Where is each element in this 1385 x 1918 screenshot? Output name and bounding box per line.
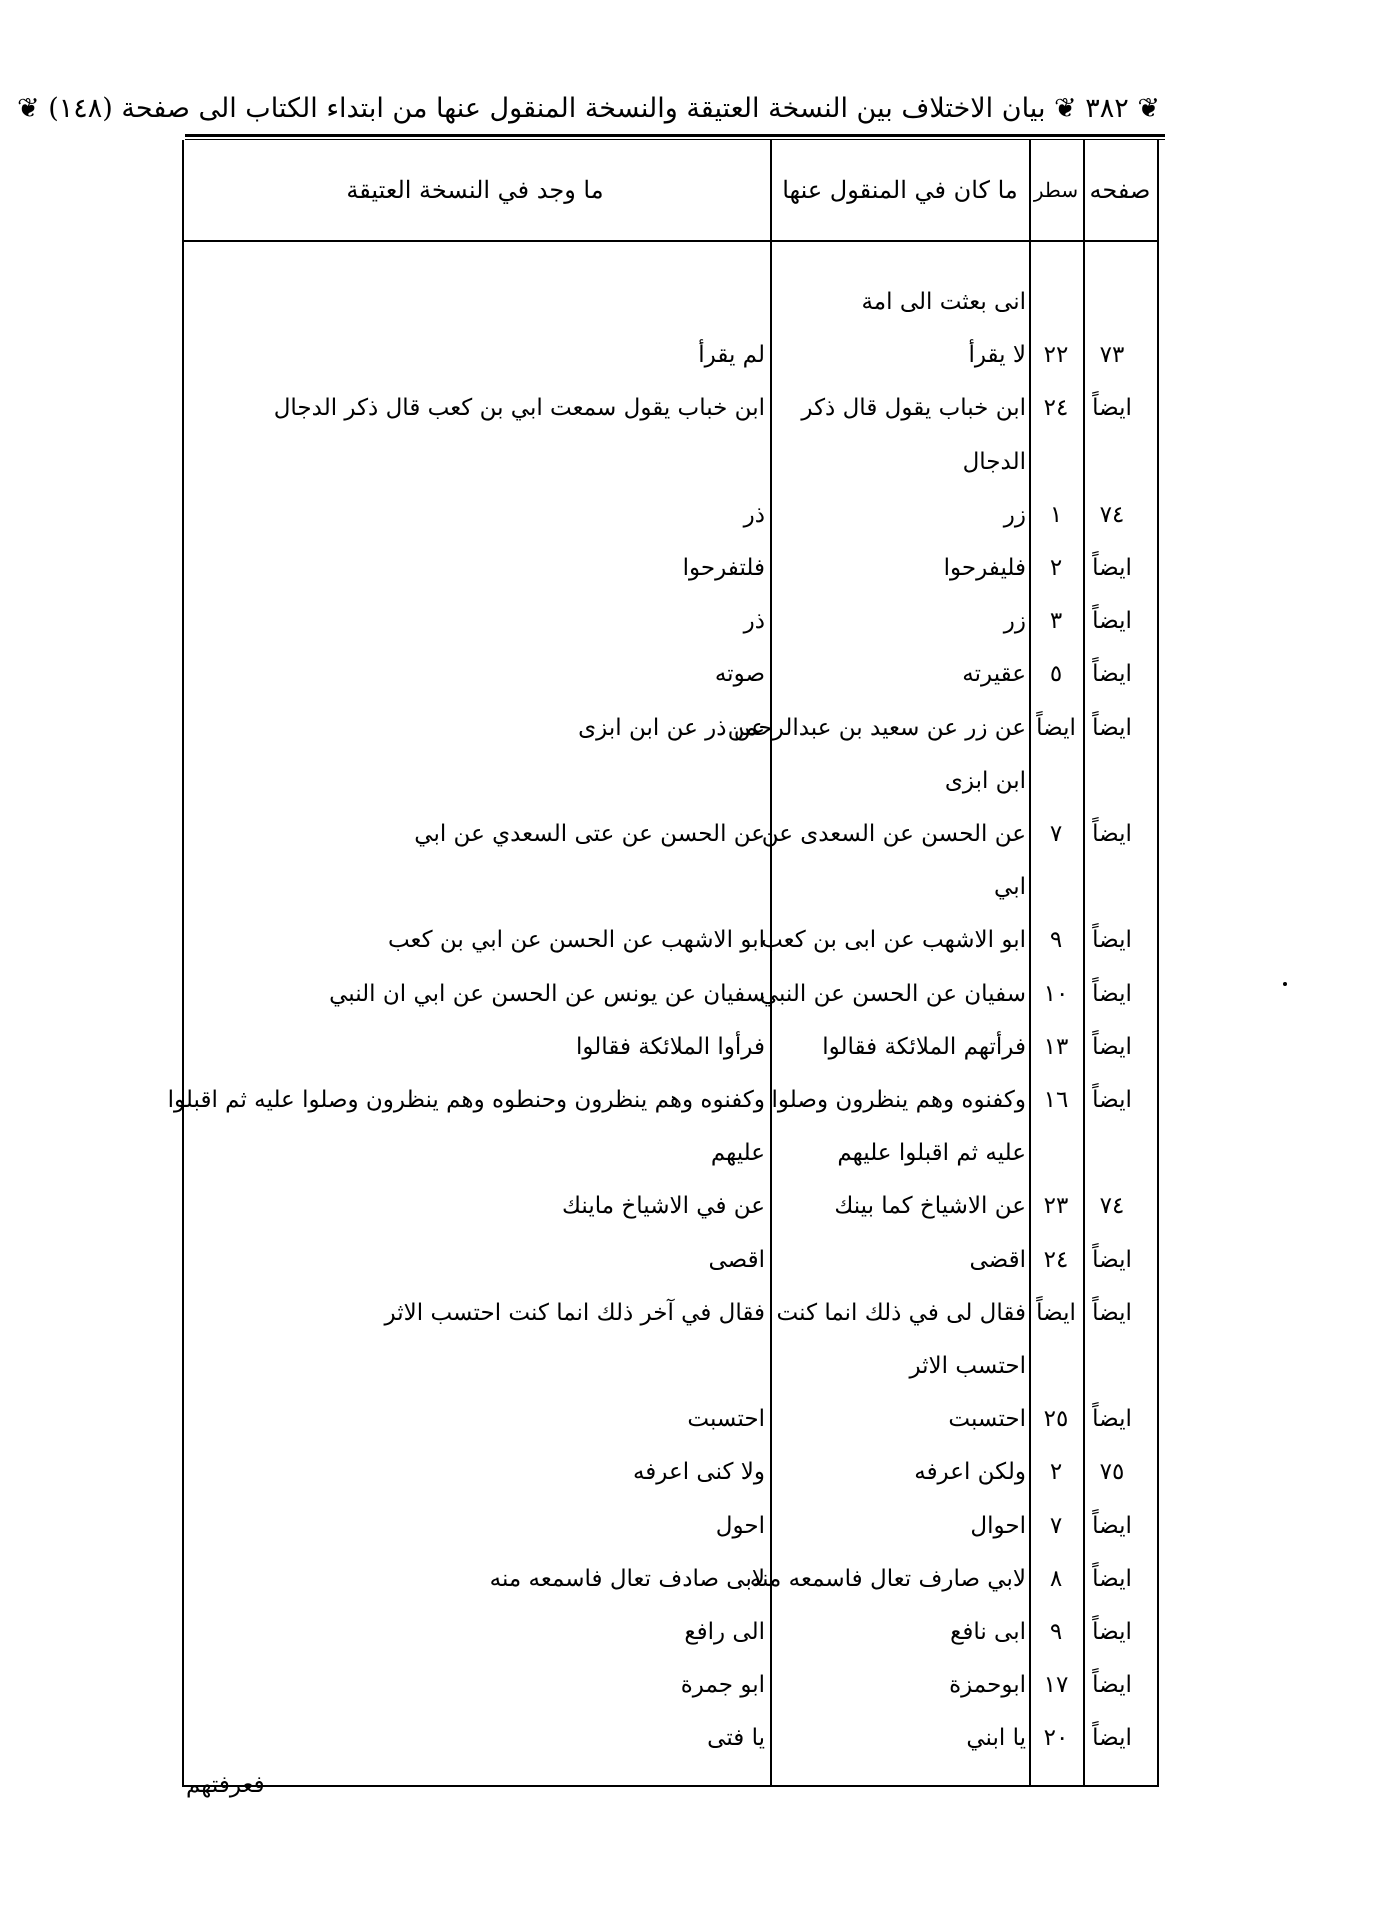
row-line-cell: ١٧ — [1043, 1672, 1069, 1698]
row-original-cell: وكفنوه وهم ينظرون وصلوا — [771, 1087, 1026, 1113]
row-found-cell: ابن خباب يقول سمعت ابي بن كعب قال ذكر الدجال — [273, 395, 765, 421]
row-page-cell: ايضاً — [1092, 1300, 1132, 1326]
row-original-cell: عن الاشياخ كما بينك — [834, 1193, 1026, 1219]
row-line-cell: ٢٤ — [1043, 1247, 1069, 1273]
stray-mark — [1283, 982, 1287, 986]
row-page-cell: ايضاً — [1092, 1247, 1132, 1273]
row-line-cell: ١٦ — [1043, 1087, 1069, 1113]
row-original-cell: ابي — [994, 874, 1026, 900]
row-page-cell: ايضاً — [1092, 1619, 1132, 1645]
row-original-cell: ابى نافع — [950, 1619, 1026, 1645]
row-found-cell: يا فتى — [707, 1725, 765, 1751]
column-header-page: صفحه — [1089, 176, 1151, 204]
row-line-cell: ٢٣ — [1043, 1193, 1069, 1219]
row-line-cell: ٢٤ — [1043, 395, 1069, 421]
row-found-cell — [185, 1346, 765, 1386]
row-original-cell: ابوحمزة — [949, 1672, 1026, 1698]
row-original-cell: احتسبت — [948, 1406, 1026, 1432]
row-original-cell: عن الحسن عن السعدى عن — [761, 821, 1026, 847]
row-found-cell: عليهم — [710, 1140, 765, 1166]
row-line-cell: ٥ — [1049, 661, 1063, 687]
row-line-cell — [1031, 1133, 1081, 1173]
row-found-cell — [185, 867, 765, 907]
row-page-cell: ايضاً — [1092, 821, 1132, 847]
row-line-cell — [1031, 442, 1081, 482]
row-page-cell: ايضاً — [1092, 1672, 1132, 1698]
row-page-cell: ٧٤ — [1099, 1193, 1125, 1219]
row-original-cell: فقال لى في ذلك انما كنت — [776, 1300, 1026, 1326]
row-original-cell: ابن خباب يقول قال ذكر — [801, 395, 1026, 421]
row-page-cell: ٧٣ — [1099, 342, 1125, 368]
row-found-cell: ولا كنى اعرفه — [632, 1459, 765, 1485]
row-found-cell: سفيان عن يونس عن الحسن عن ابي ان النبي — [329, 981, 765, 1007]
row-page-cell: ايضاً — [1092, 1034, 1132, 1060]
row-page-cell — [1085, 867, 1139, 907]
row-page-cell: ٧٤ — [1099, 502, 1125, 528]
row-found-cell: ابو جمرة — [680, 1672, 765, 1698]
row-line-cell: ٢٢ — [1043, 342, 1069, 368]
row-line-cell — [1031, 867, 1081, 907]
row-line-cell: ١ — [1049, 502, 1063, 528]
row-found-cell: ابو الاشهب عن الحسن عن ابي بن كعب — [387, 927, 765, 953]
row-line-cell: ٢٠ — [1043, 1725, 1069, 1751]
column-header-line: سطر — [1033, 178, 1079, 202]
row-page-cell: ايضاً — [1092, 1513, 1132, 1539]
row-found-cell: صوته — [714, 661, 765, 687]
row-page-cell — [1085, 1346, 1139, 1386]
row-line-cell: ٢٥ — [1043, 1406, 1069, 1432]
row-page-cell — [1085, 442, 1139, 482]
row-found-cell: اقصى — [708, 1247, 765, 1273]
row-original-cell: اقضى — [969, 1247, 1026, 1273]
row-original-cell: يا ابني — [966, 1725, 1026, 1751]
row-line-cell: ٩ — [1049, 1619, 1063, 1645]
row-original-cell: الدجال — [962, 449, 1026, 475]
row-original-cell: سفيان عن الحسن عن النبي — [759, 981, 1026, 1007]
row-line-cell: ٨ — [1049, 1566, 1063, 1592]
row-found-cell: فقال في آخر ذلك انما كنت احتسب الاثر — [384, 1300, 765, 1326]
row-original-cell: عن زر عن سعيد بن عبدالرحمن — [727, 715, 1026, 741]
row-original-cell: زر — [1003, 608, 1026, 634]
row-page-cell: ايضاً — [1092, 395, 1132, 421]
row-line-cell: ٢ — [1049, 1459, 1063, 1485]
row-original-cell: احتسب الاثر — [909, 1353, 1026, 1379]
row-original-cell: ولكن اعرفه — [914, 1459, 1026, 1485]
row-line-cell: ايضاً — [1036, 1300, 1076, 1326]
row-line-cell: ٣ — [1049, 608, 1063, 634]
column-header-original: ما كان في المنقول عنها — [782, 176, 1018, 204]
row-page-cell: ايضاً — [1092, 1406, 1132, 1432]
row-original-cell: احوال — [970, 1513, 1026, 1539]
row-line-cell: ٧ — [1049, 1513, 1063, 1539]
row-page-cell: ايضاً — [1092, 927, 1132, 953]
row-found-cell — [185, 442, 765, 482]
row-found-cell: لم يقرأ — [698, 342, 765, 368]
row-original-cell: لابي صارف تعال فاسمعه منه — [749, 1566, 1026, 1592]
row-page-cell — [1085, 1133, 1139, 1173]
row-original-cell: ابو الاشهب عن ابى بن كعب — [761, 927, 1026, 953]
row-found-cell: عن الحسن عن عتى السعدي عن ابي — [414, 821, 765, 847]
row-page-cell: ايضاً — [1092, 715, 1132, 741]
row-line-cell: ٢ — [1049, 555, 1063, 581]
row-original-cell: عليه ثم اقبلوا عليهم — [837, 1140, 1026, 1166]
row-line-cell: ١٠ — [1043, 981, 1069, 1007]
row-line-cell: ٧ — [1049, 821, 1063, 847]
row-line-cell — [1031, 1346, 1081, 1386]
row-page-cell: ايضاً — [1092, 661, 1132, 687]
row-line-cell: ايضاً — [1036, 715, 1076, 741]
row-found-cell: ذر — [743, 608, 765, 634]
row-page-cell: ٧٥ — [1099, 1459, 1125, 1485]
row-page-cell: ايضاً — [1092, 608, 1132, 634]
row-found-cell — [185, 282, 765, 322]
row-page-cell: ايضاً — [1092, 1087, 1132, 1113]
row-line-cell: ٩ — [1049, 927, 1063, 953]
row-line-cell: ١٣ — [1043, 1034, 1069, 1060]
row-found-cell: فرأوا الملائكة فقالوا — [576, 1034, 765, 1060]
row-page-cell — [1085, 761, 1139, 801]
row-found-cell: لابى صادف تعال فاسمعه منه — [489, 1566, 765, 1592]
row-original-cell: زر — [1003, 502, 1026, 528]
row-original-cell: عقيرته — [962, 661, 1026, 687]
row-original-cell: فليفرحوا — [943, 555, 1026, 581]
column-header-found: ما وجد في النسخة العتيقة — [346, 176, 604, 204]
row-found-cell: الى رافع — [684, 1619, 765, 1645]
row-found-cell: عن في الاشياخ ماينك — [562, 1193, 765, 1219]
row-found-cell: وكفنوه وهم ينظرون وحنطوه وهم ينظرون وصلوا عليه ثم اقبلوا — [167, 1087, 765, 1113]
row-original-cell: انى بعثت الى امة — [861, 289, 1026, 315]
row-page-cell: ايضاً — [1092, 555, 1132, 581]
row-line-cell — [1031, 761, 1081, 801]
row-found-cell: فلتفرحوا — [682, 555, 765, 581]
row-page-cell: ايضاً — [1092, 1566, 1132, 1592]
row-page-cell: ايضاً — [1092, 1725, 1132, 1751]
row-page-cell: ايضاً — [1092, 981, 1132, 1007]
catchword: فعرفتهم — [186, 1772, 265, 1798]
row-original-cell: فرأتهم الملائكة فقالوا — [822, 1034, 1026, 1060]
row-found-cell: عن ذر عن ابن ابزى — [578, 715, 765, 741]
row-page-cell — [1085, 282, 1139, 322]
row-line-cell — [1031, 282, 1081, 322]
row-found-cell: احتسبت — [687, 1406, 765, 1432]
row-found-cell — [185, 761, 765, 801]
row-original-cell: ابن ابزى — [944, 768, 1026, 794]
row-found-cell: احول — [715, 1513, 765, 1539]
row-found-cell: ذر — [743, 502, 765, 528]
row-original-cell: لا يقرأ — [968, 342, 1026, 368]
page-header: ❦ ٣٨٢ ❦ بيان الاختلاف بين النسخة العتيقة والنسخة المنقول عنها من ابتداء الكتاب الى صفحة (١٤٨) ❦ — [17, 93, 1160, 124]
